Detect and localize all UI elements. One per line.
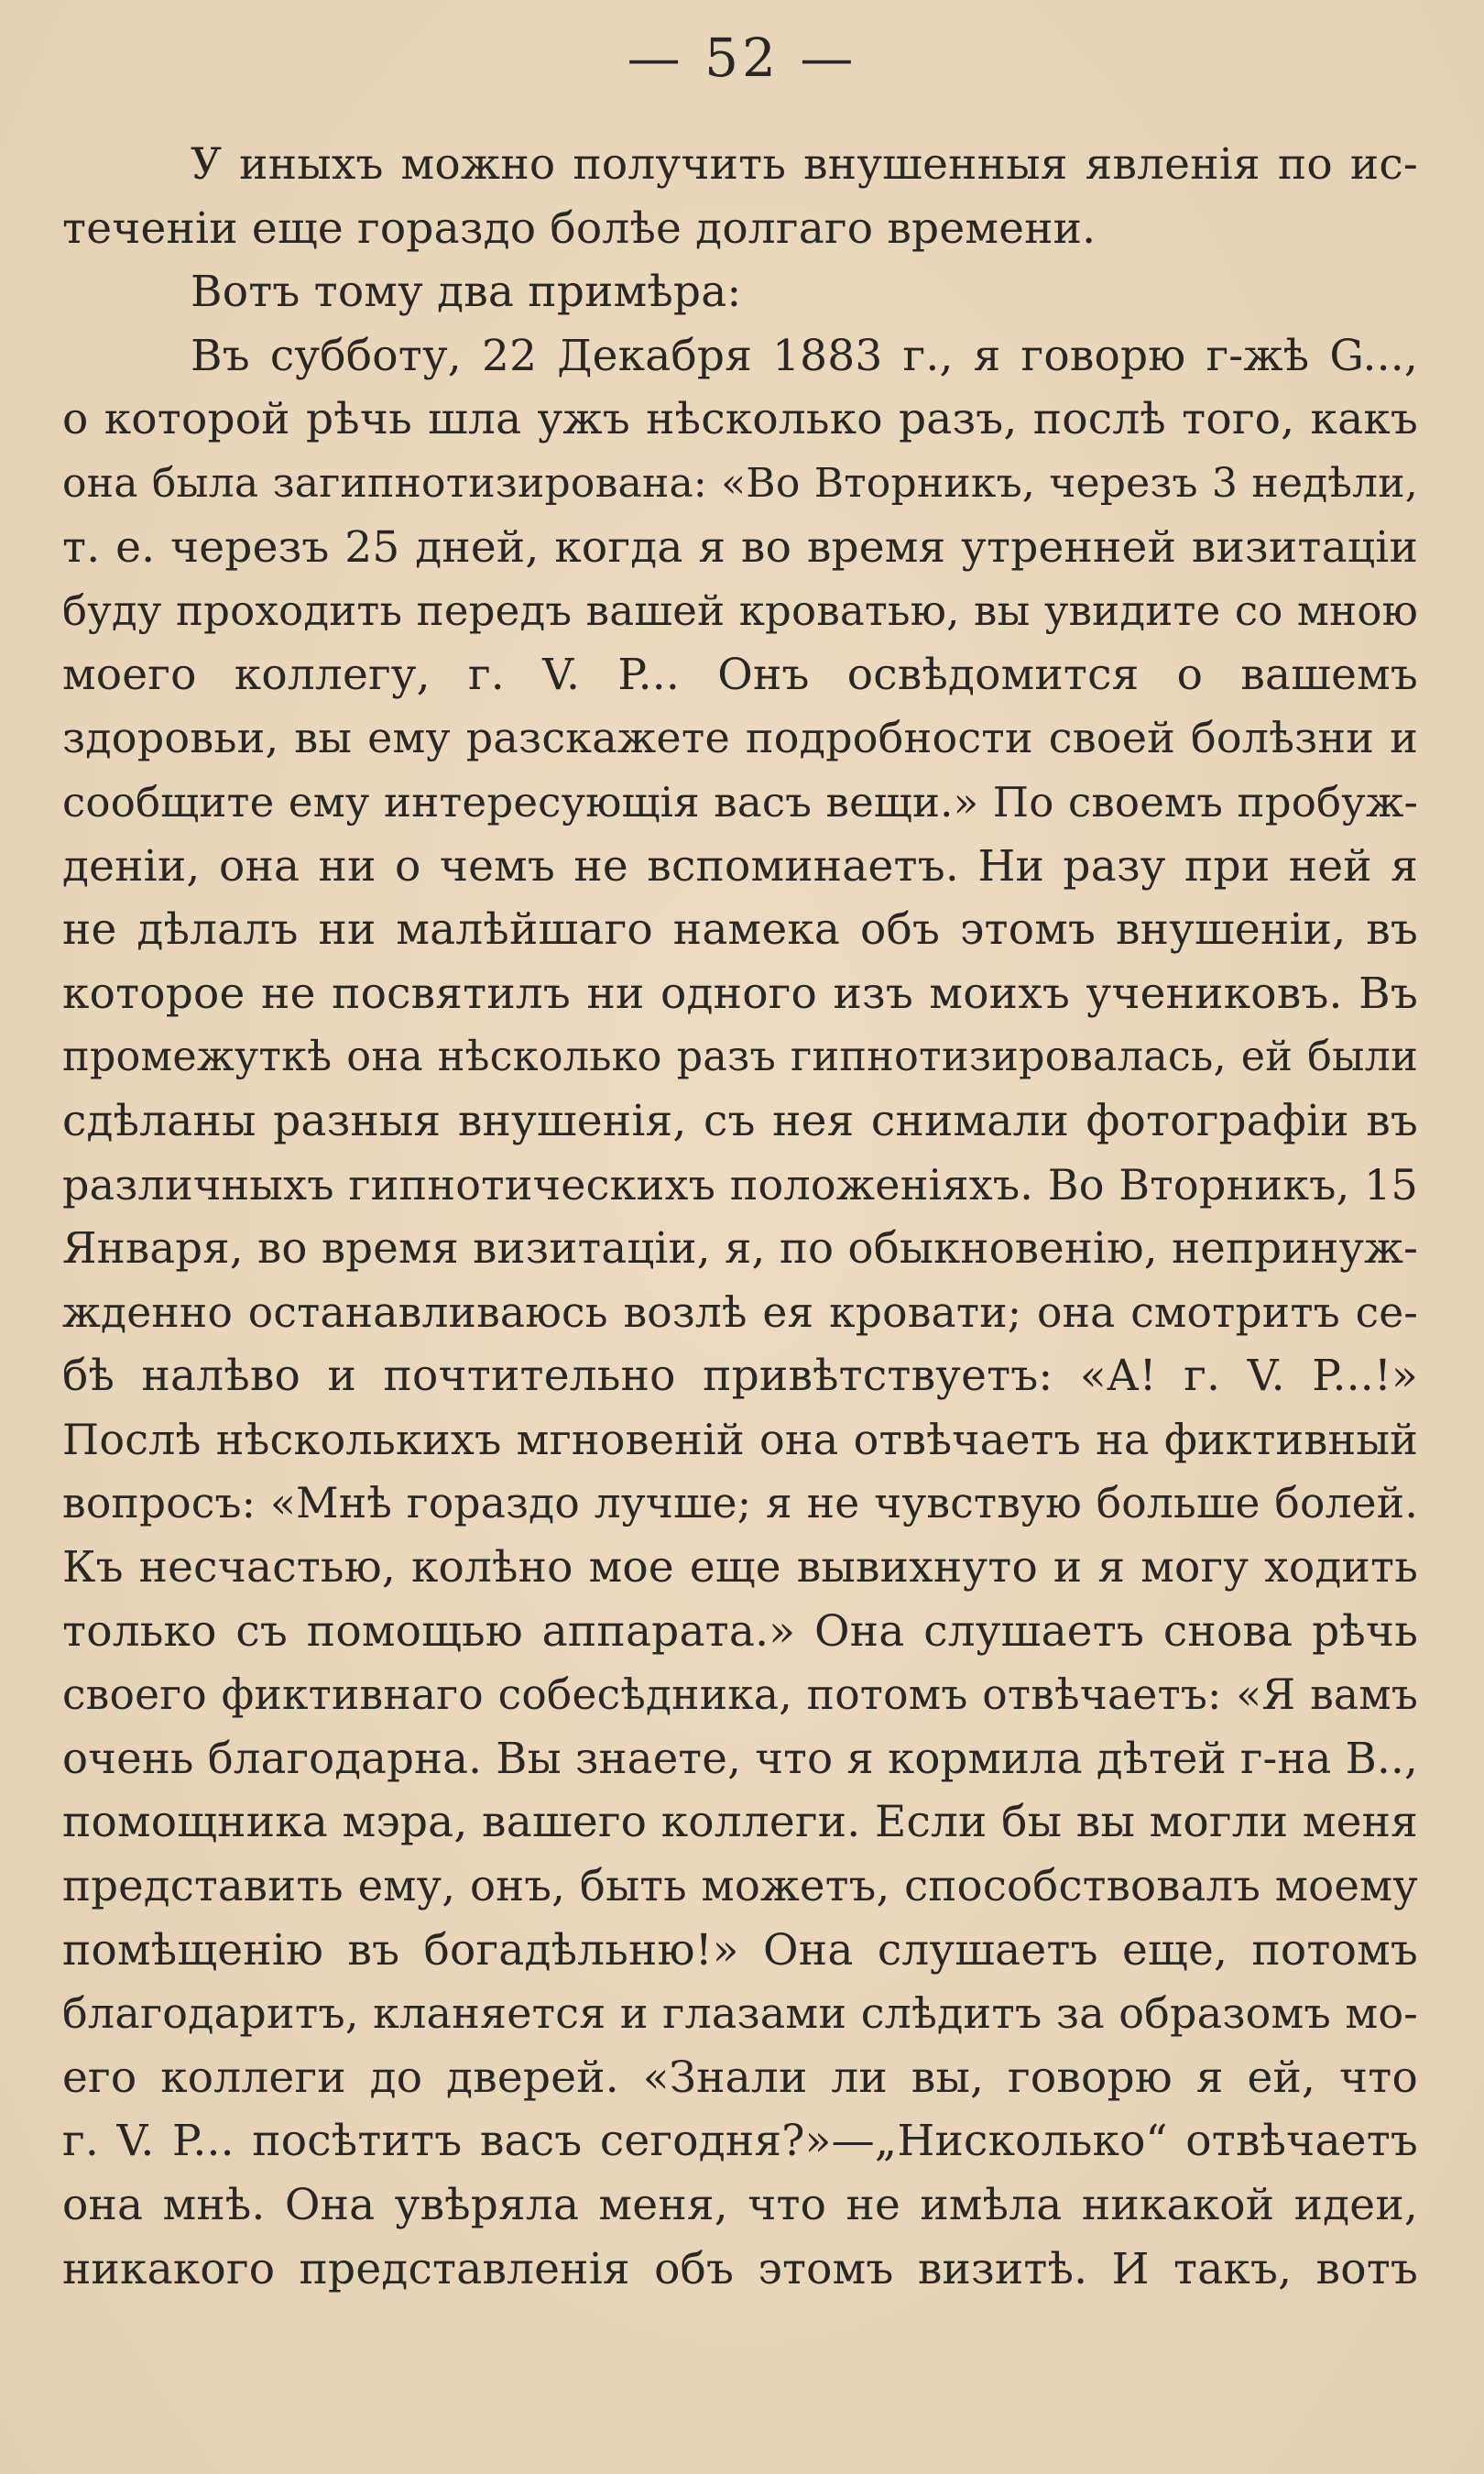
text-line: никакого представленія объ этомъ визитѣ. И такъ, вотъ (62, 2243, 1418, 2294)
text-line: только съ помощью аппарата.» Она слушаетъ снова рѣчь (62, 1605, 1418, 1657)
body-text (62, 133, 1418, 2301)
text-line: деніи, она ни о чемъ не вспоминаетъ. Ни разу при ней я (62, 840, 1418, 892)
text-line: вопросъ: «Мнѣ гораздо лучше; я не чувствую больше болей. (62, 1479, 1418, 1528)
text-line: очень благодарна. Вы знаете, что я кормила дѣтей г-на В.., (62, 1733, 1418, 1783)
page-number: — 52 — (627, 27, 857, 89)
text-line: моего коллегу, г. V. P... Онъ освѣдомится о вашемъ (62, 649, 1418, 700)
text-line: о которой рѣчь шла ужъ нѣсколько разъ, послѣ того, какъ (62, 394, 1418, 445)
text-line: сдѣланы разныя внушенія, съ нея снимали фотографіи въ (62, 1095, 1418, 1146)
text-line: она мнѣ. Она увѣряла меня, что не имѣла никакой идеи, (62, 2180, 1418, 2230)
text-line: различныхъ гипнотическихъ положеніяхъ. Во Вторникъ, 15 (62, 1159, 1418, 1210)
text-line: т. е. черезъ 25 дней, когда я во время утренней визитаціи (62, 521, 1418, 573)
text-line: благодаритъ, кланяется и глазами слѣдитъ за образомъ мо- (62, 1988, 1418, 2039)
text-line: не дѣлалъ ни малѣйшаго намека объ этомъ внушеніи, въ (62, 904, 1418, 956)
text-line: сообщите ему интересующія васъ вещи.» По своемъ пробуж- (62, 777, 1418, 826)
text-line: здоровьи, вы ему разскажете подробности своей болѣзни и (62, 713, 1418, 763)
text-line: она была загипнотизирована: «Во Вторникъ, черезъ 3 недѣли, (62, 459, 1418, 507)
text-line: помѣщенію въ богадѣльню!» Она слушаетъ еще, потомъ (62, 1924, 1418, 1976)
text-line: теченіи еще гораздо болѣе долгаго времени. (62, 203, 1097, 254)
text-line: Января, во время визитаціи, я, по обыкновенію, непринуж- (62, 1223, 1418, 1274)
text-line: г. V. P... посѣтитъ васъ сегодня?»—„Нисколько“ отвѣчаетъ (62, 2116, 1418, 2167)
text-line: которое не посвятилъ ни одного изъ моихъ учениковъ. Въ (62, 968, 1418, 1019)
text-line: своего фиктивнаго собесѣдника, потомъ отвѣчаетъ: «Я вамъ (62, 1670, 1418, 1720)
text-line: промежуткѣ она нѣсколько разъ гипнотизировалась, ей были (62, 1034, 1418, 1081)
text-line: буду проходить передъ вашей кроватью, вы увидите со мною (62, 586, 1418, 636)
text-line: помощника мэра, вашего коллеги. Если бы вы могли меня (62, 1797, 1418, 1848)
text-line: жденно останавливаюсь возлѣ ея кровати; она смотритъ се- (62, 1287, 1418, 1337)
text-line: Вотъ тому два примѣра: (191, 267, 742, 318)
text-line: представить ему, онъ, быть можетъ, способствовалъ моему (62, 1861, 1418, 1911)
text-line: Въ субботу, 22 Декабря 1883 г., я говорю г-жѣ G..., (191, 330, 1418, 381)
text-line: Послѣ нѣсколькихъ мгновеній она отвѣчаетъ на фиктивный (62, 1414, 1418, 1464)
text-line: бѣ налѣво и почтительно привѣтствуетъ: «А! г. V. P...!» (62, 1351, 1418, 1402)
text-line: Къ несчастью, колѣно мое еще вывихнуто и я могу ходить (62, 1542, 1418, 1593)
text-line: У иныхъ можно получить внушенныя явленія по ис- (191, 139, 1418, 190)
text-line: его коллеги до дверей. «Знали ли вы, говорю я ей, что (62, 2052, 1418, 2103)
